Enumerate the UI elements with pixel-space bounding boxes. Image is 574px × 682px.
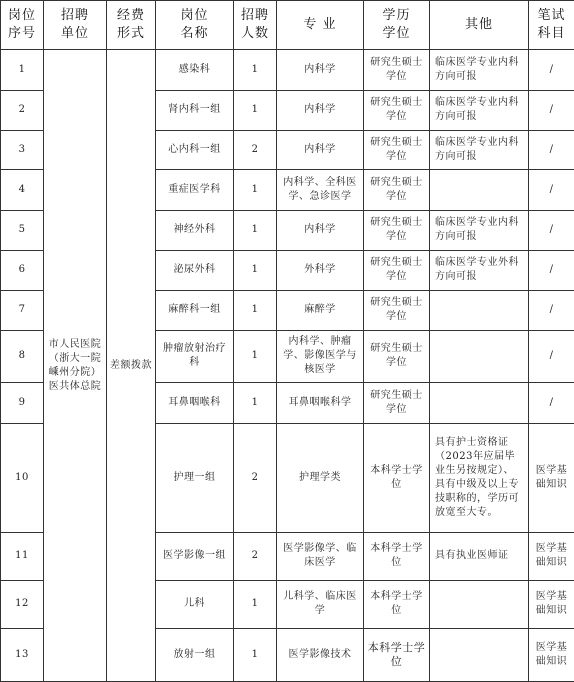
exam-cell: 医学基础知识 xyxy=(529,580,574,628)
exam-cell: 医学基础知识 xyxy=(529,628,574,681)
other-cell: 具有执业医师证 xyxy=(430,533,529,580)
seq-cell: 4 xyxy=(1,169,44,210)
edu-cell: 本科学士学位 xyxy=(364,423,430,533)
post-cell: 医学影像一组 xyxy=(156,533,234,580)
other-cell xyxy=(430,382,529,423)
seq-cell: 8 xyxy=(1,330,44,382)
post-cell: 耳鼻咽喉科 xyxy=(156,382,234,423)
header-row xyxy=(1,1,574,50)
edu-cell: 研究生硕士学位 xyxy=(364,382,430,423)
seq-cell: 2 xyxy=(1,90,44,130)
edu-cell: 研究生硕士学位 xyxy=(364,210,430,250)
post-cell: 肾内科一组 xyxy=(156,90,234,130)
edu-cell: 研究生硕士学位 xyxy=(364,250,430,290)
other-cell: 具有护士资格证（2023年应届毕业生另按规定）、具有中级及以上专技职称的，学历可放宽至大专。 xyxy=(430,423,529,533)
seq-cell: 6 xyxy=(1,250,44,290)
major-cell: 麻醉学 xyxy=(277,290,364,330)
edu-cell: 研究生硕士学位 xyxy=(364,330,430,382)
header-edu: 学历 学位 xyxy=(364,1,430,50)
post-cell: 肿瘤放射治疗科 xyxy=(156,330,234,382)
exam-cell: / xyxy=(529,330,574,382)
exam-cell: / xyxy=(529,250,574,290)
post-cell: 护理一组 xyxy=(156,423,234,533)
other-cell xyxy=(430,330,529,382)
major-cell: 护理学类 xyxy=(277,423,364,533)
seq-cell: 3 xyxy=(1,130,44,169)
seq-cell: 1 xyxy=(1,50,44,91)
exam-cell: 医学基础知识 xyxy=(529,423,574,533)
edu-cell: 本科学士学位 xyxy=(364,533,430,580)
seq-cell: 11 xyxy=(1,533,44,580)
exam-cell: / xyxy=(529,382,574,423)
major-cell: 内科学 xyxy=(277,90,364,130)
major-cell: 内科学、全科医学、急诊医学 xyxy=(277,169,364,210)
seq-cell: 5 xyxy=(1,210,44,250)
edu-cell: 研究生硕士学位 xyxy=(364,90,430,130)
edu-cell: 本科学士学位 xyxy=(364,628,430,681)
count-cell: 1 xyxy=(234,90,277,130)
exam-cell: / xyxy=(529,90,574,130)
post-cell: 重症医学科 xyxy=(156,169,234,210)
count-cell: 1 xyxy=(234,250,277,290)
edu-cell: 研究生硕士学位 xyxy=(364,50,430,91)
other-cell: 临床医学专业内科方向可报 xyxy=(430,130,529,169)
seq-cell: 9 xyxy=(1,382,44,423)
edu-cell: 研究生硕士学位 xyxy=(364,169,430,210)
exam-cell: / xyxy=(529,50,574,91)
count-cell: 1 xyxy=(234,50,277,91)
post-cell: 感染科 xyxy=(156,50,234,91)
major-cell: 内科学 xyxy=(277,210,364,250)
other-cell: 临床医学专业内科方向可报 xyxy=(430,50,529,91)
other-cell: 临床医学专业外科方向可报 xyxy=(430,250,529,290)
seq-cell: 13 xyxy=(1,628,44,681)
other-cell xyxy=(430,628,529,681)
major-cell: 耳鼻咽喉科学 xyxy=(277,382,364,423)
header-seq: 岗位 序号 xyxy=(1,1,44,50)
count-cell: 2 xyxy=(234,130,277,169)
exam-cell: 医学基础知识 xyxy=(529,533,574,580)
header-major: 专 业 xyxy=(277,1,364,50)
edu-cell: 本科学士学位 xyxy=(364,580,430,628)
major-cell: 内科学 xyxy=(277,130,364,169)
exam-cell: / xyxy=(529,290,574,330)
count-cell: 2 xyxy=(234,423,277,533)
count-cell: 1 xyxy=(234,382,277,423)
major-cell: 医学影像技术 xyxy=(277,628,364,681)
edu-cell: 研究生硕士学位 xyxy=(364,290,430,330)
header-unit: 招聘 单位 xyxy=(44,1,107,50)
seq-cell: 10 xyxy=(1,423,44,533)
count-cell: 1 xyxy=(234,290,277,330)
count-cell: 1 xyxy=(234,169,277,210)
count-cell: 1 xyxy=(234,628,277,681)
major-cell: 内科学 xyxy=(277,50,364,91)
major-cell: 医学影像学、临床医学 xyxy=(277,533,364,580)
seq-cell: 12 xyxy=(1,580,44,628)
post-cell: 心内科一组 xyxy=(156,130,234,169)
other-cell: 临床医学专业内科方向可报 xyxy=(430,90,529,130)
other-cell xyxy=(430,169,529,210)
edu-cell: 研究生硕士学位 xyxy=(364,130,430,169)
header-post: 岗位 名称 xyxy=(156,1,234,50)
table-row xyxy=(1,50,574,91)
header-funding: 经费 形式 xyxy=(107,1,156,50)
count-cell: 1 xyxy=(234,210,277,250)
header-other: 其他 xyxy=(430,1,529,50)
other-cell: 临床医学专业内科方向可报 xyxy=(430,210,529,250)
exam-cell: / xyxy=(529,210,574,250)
post-cell: 神经外科 xyxy=(156,210,234,250)
other-cell xyxy=(430,580,529,628)
header-count: 招聘 人数 xyxy=(234,1,277,50)
count-cell: 1 xyxy=(234,330,277,382)
count-cell: 2 xyxy=(234,533,277,580)
exam-cell: / xyxy=(529,130,574,169)
major-cell: 内科学、肿瘤学、影像医学与核医学 xyxy=(277,330,364,382)
funding-cell: 差额拨款 xyxy=(107,50,156,682)
exam-cell: / xyxy=(529,169,574,210)
other-cell xyxy=(430,290,529,330)
header-exam: 笔试 科目 xyxy=(529,1,574,50)
unit-cell: 市人民医院（浙大一院嵊州分院）医共体总院 xyxy=(44,50,107,682)
major-cell: 儿科学、临床医学 xyxy=(277,580,364,628)
count-cell: 1 xyxy=(234,580,277,628)
post-cell: 麻醉科一组 xyxy=(156,290,234,330)
seq-cell: 7 xyxy=(1,290,44,330)
major-cell: 外科学 xyxy=(277,250,364,290)
post-cell: 泌尿外科 xyxy=(156,250,234,290)
post-cell: 儿科 xyxy=(156,580,234,628)
post-cell: 放射一组 xyxy=(156,628,234,681)
